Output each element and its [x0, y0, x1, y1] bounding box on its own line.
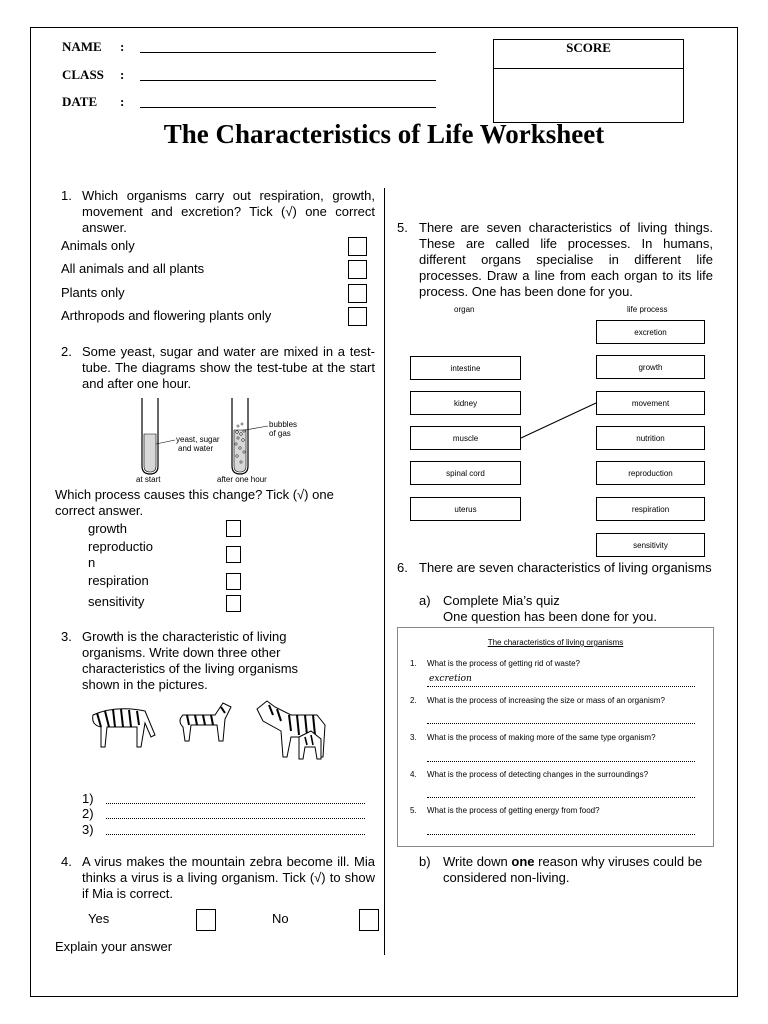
- q4-text: A virus makes the mountain zebra become ill. Mia thinks a virus is a living organism. Tick (√) to show if Mia is correct.: [82, 854, 375, 901]
- label-bubbles-1: bubbles: [269, 420, 298, 429]
- q3-number: 3.: [61, 629, 72, 644]
- class-label: CLASS: [62, 67, 104, 82]
- q1-checkbox-4[interactable]: [348, 307, 367, 326]
- quiz-q5-line[interactable]: [427, 834, 695, 835]
- q1-checkbox-2[interactable]: [348, 260, 367, 279]
- q1-checkbox-1[interactable]: [348, 237, 367, 256]
- name-colon: :: [120, 39, 125, 54]
- caption-start: at start: [136, 475, 161, 484]
- label-mix-1: yeast, sugar: [176, 435, 220, 444]
- quiz-q1-number: 1.: [410, 659, 417, 668]
- q4-yes-checkbox[interactable]: [196, 909, 216, 931]
- process-box-excretion[interactable]: excretion: [596, 320, 705, 344]
- q2-checkbox-1[interactable]: [226, 520, 241, 537]
- organ-box-muscle[interactable]: muscle: [410, 426, 521, 450]
- zebra-grazing: [93, 709, 155, 747]
- quiz-q2-text: What is the process of increasing the size or mass of an organism?: [427, 696, 665, 705]
- q5-text: There are seven characteristics of living things. These are called life processes. In humans, different organs specialise in different life processes. Draw a line from each organ to its life process. One has been done for you.: [419, 220, 713, 299]
- quiz-q3-number: 3.: [410, 733, 417, 742]
- label-bubbles-2: of gas: [269, 429, 291, 438]
- q1-option-2: All animals and all plants: [61, 261, 205, 276]
- q2-checkbox-2[interactable]: [226, 546, 241, 563]
- q2-option-reproduction-b: n: [88, 555, 96, 570]
- organ-header: organ: [454, 305, 475, 314]
- q3-answer-3-line[interactable]: [106, 834, 365, 835]
- q2-checkbox-4[interactable]: [226, 595, 241, 612]
- organ-box-kidney[interactable]: kidney: [410, 391, 521, 415]
- organ-box-intestine[interactable]: intestine: [410, 356, 521, 380]
- q2-option-reproduction-a: reproductio: [88, 539, 154, 554]
- q6a-label: a): [419, 593, 431, 608]
- process-header: life process: [627, 305, 668, 314]
- quiz-q5-number: 5.: [410, 806, 417, 815]
- process-box-sensitivity[interactable]: sensitivity: [596, 533, 705, 557]
- name-field[interactable]: [140, 52, 436, 53]
- q3-text: Growth is the characteristic of living organisms. Write down three other characteristics of the living organisms shown in the pictures.: [82, 629, 299, 692]
- q2-checkbox-3[interactable]: [226, 573, 241, 590]
- q2-text: Some yeast, sugar and water are mixed in a test-tube. The diagrams show the test-tube at the start and after one hour.: [82, 344, 375, 391]
- pointer-mix: [156, 440, 175, 444]
- q2-option-respiration: respiration: [88, 573, 149, 588]
- process-box-movement[interactable]: movement: [596, 391, 705, 415]
- q2-prompt: Which process causes this change? Tick (√) one correct answer.: [55, 487, 334, 518]
- q6b-text-bold: one: [511, 854, 535, 869]
- q4-number: 4.: [61, 854, 72, 869]
- quiz-q3-line[interactable]: [427, 761, 695, 762]
- q6b-text: [443, 854, 713, 886]
- q1-checkbox-3[interactable]: [348, 284, 367, 303]
- quiz-title: The characteristics of living organisms: [487, 638, 624, 647]
- test-tube-diagram: [130, 396, 310, 484]
- date-field[interactable]: [140, 107, 436, 108]
- q6b-label: b): [419, 854, 431, 869]
- q1-option-4: Arthropods and flowering plants only: [61, 308, 272, 323]
- quiz-q4-line[interactable]: [427, 797, 695, 798]
- quiz-q1-answer: excretion: [429, 674, 472, 684]
- q4-no-checkbox[interactable]: [359, 909, 379, 931]
- q4-no-label: No: [272, 911, 289, 926]
- q3-answer-2-label: 2): [82, 806, 94, 821]
- name-label: NAME: [62, 39, 102, 54]
- q6a-text: Complete Mia’s quiz: [443, 593, 560, 608]
- zebra-group: [257, 701, 325, 759]
- q1-option-1: Animals only: [61, 238, 135, 253]
- process-box-growth[interactable]: growth: [596, 355, 705, 379]
- quiz-q2-line[interactable]: [427, 723, 695, 724]
- q2-option-growth: growth: [88, 521, 128, 536]
- label-mix-2: and water: [178, 444, 214, 453]
- quiz-q4-text: What is the process of detecting changes in the surroundings?: [427, 770, 649, 779]
- q4-yes-label: Yes: [88, 911, 110, 926]
- quiz-q1-line[interactable]: [427, 686, 695, 687]
- q2-number: 2.: [61, 344, 72, 359]
- page-title: The Characteristics of Life Worksheet: [163, 119, 605, 149]
- q2-option-sensitivity: sensitivity: [88, 594, 145, 609]
- quiz-q1-text: What is the process of getting rid of waste?: [427, 659, 580, 668]
- q1-text: Which organisms carry out respiration, growth, movement and excretion? Tick (√) one correct answer.: [82, 188, 375, 235]
- organ-box-uterus[interactable]: uterus: [410, 497, 521, 521]
- q3-answer-1-line[interactable]: [106, 803, 365, 804]
- q6b-text-post: reason why viruses could be considered non-living.: [443, 854, 703, 885]
- q1-number: 1.: [61, 188, 72, 203]
- zebras-picture: [85, 697, 335, 767]
- process-box-reproduction[interactable]: reproduction: [596, 461, 705, 485]
- q6a-subtext: One question has been done for you.: [443, 609, 657, 624]
- process-box-respiration[interactable]: respiration: [596, 497, 705, 521]
- class-colon: :: [120, 67, 125, 82]
- quiz-q5-text: What is the process of getting energy from food?: [427, 806, 600, 815]
- q5-number: 5.: [397, 220, 408, 235]
- process-box-nutrition[interactable]: nutrition: [596, 426, 705, 450]
- quiz-q4-number: 4.: [410, 770, 417, 779]
- column-divider: [384, 188, 385, 955]
- q6-text: There are seven characteristics of living organisms: [419, 560, 712, 575]
- date-colon: :: [120, 94, 125, 109]
- q3-answer-3-label: 3): [82, 822, 94, 837]
- quiz-q2-number: 2.: [410, 696, 417, 705]
- q3-answer-1-label: 1): [82, 791, 94, 806]
- date-label: DATE: [62, 94, 98, 109]
- quiz-q3-text: What is the process of making more of the same type organism?: [427, 733, 656, 742]
- q6-number: 6.: [397, 560, 408, 575]
- zebra-standing: [180, 703, 231, 741]
- q6b-text-pre: Write down: [443, 854, 512, 869]
- liquid-start: [144, 434, 156, 472]
- q1-option-3: Plants only: [61, 285, 125, 300]
- class-field[interactable]: [140, 80, 436, 81]
- organ-box-spinal-cord[interactable]: spinal cord: [410, 461, 521, 485]
- caption-after: after one hour: [217, 475, 267, 484]
- q3-answer-2-line[interactable]: [106, 818, 365, 819]
- score-label: SCORE: [566, 40, 611, 55]
- q4-explain-label: Explain your answer: [55, 939, 173, 954]
